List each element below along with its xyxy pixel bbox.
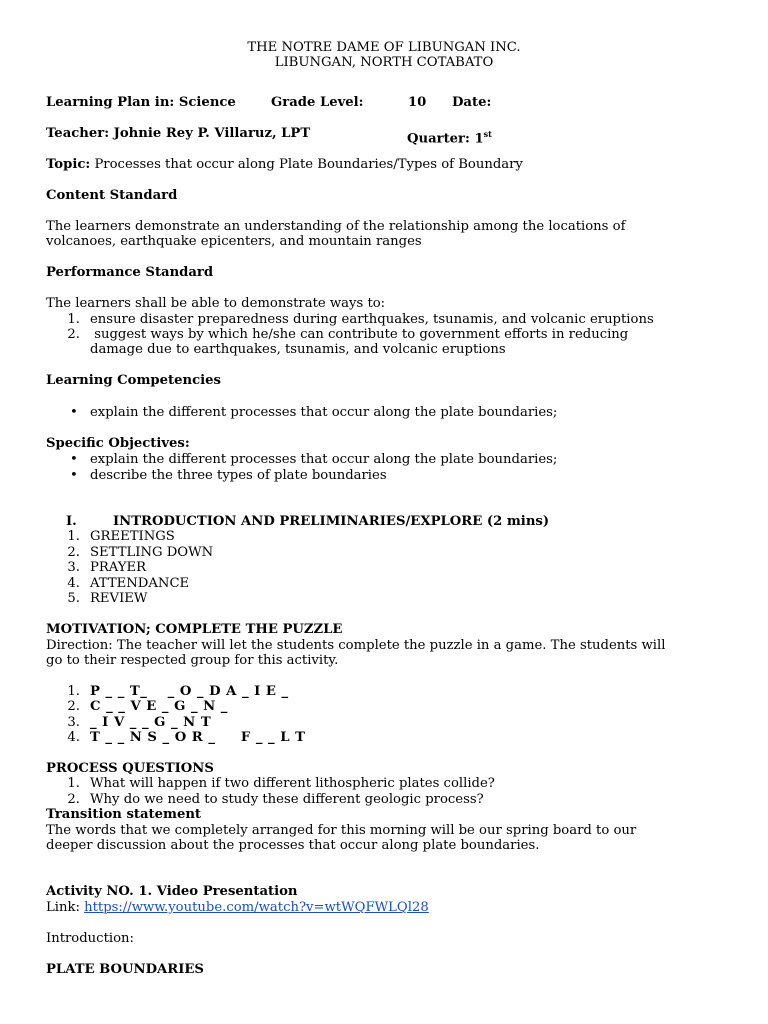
list-item: Why do we need to study these different geologic process?	[90, 792, 484, 807]
activity-link-row: Link: https://www.youtube.com/watch?v=wtWQFWLQl28	[46, 900, 429, 915]
bullet-icon: •	[70, 452, 78, 467]
list-item: explain the different processes that occur along the plate boundaries;	[90, 452, 558, 467]
section-numeral: I.	[66, 514, 77, 529]
list-item: ensure disaster preparedness during earthquakes, tsunamis, and volcanic eruptions	[90, 312, 654, 327]
date-label: Date:	[452, 95, 492, 110]
list-number: 1.	[67, 776, 80, 791]
list-item: PRAYER	[90, 560, 147, 575]
list-item: ATTENDANCE	[90, 576, 190, 591]
list-number: 2.	[67, 792, 80, 807]
transition-text: deeper discussion about the processes that occur along plate boundaries.	[46, 838, 540, 853]
list-number: 1.	[67, 529, 80, 544]
list-number: 4.	[67, 576, 80, 591]
puzzle-item: P _ _ T_ _ O _ D A _ I E _	[90, 684, 289, 699]
list-number: 2.	[67, 545, 80, 560]
grade-level-label: Grade Level:	[271, 95, 364, 110]
motivation-direction: go to their respected group for this activity.	[46, 653, 339, 668]
list-number: 3.	[67, 560, 80, 575]
transition-heading: Transition statement	[46, 807, 202, 822]
learning-plan-label: Learning Plan in: Science	[46, 95, 236, 110]
topic: Topic: Processes that occur along Plate Boundaries/Types of Boundary	[46, 157, 523, 172]
list-number: 4.	[67, 730, 80, 745]
video-link[interactable]: https://www.youtube.com/watch?v=wtWQFWLQl28	[84, 900, 429, 915]
learning-competencies-heading: Learning Competencies	[46, 373, 221, 388]
content-standard-text: The learners demonstrate an understanding of the relationship among the locations of	[46, 219, 626, 234]
teacher-name: Teacher: Johnie Rey P. Villaruz, LPT	[46, 126, 311, 141]
specific-objectives-heading: Specific Objectives:	[46, 436, 190, 451]
list-number: 1.	[67, 684, 80, 699]
content-standard-heading: Content Standard	[46, 188, 178, 203]
section-title: INTRODUCTION AND PRELIMINARIES/EXPLORE (2 mins)	[113, 514, 550, 529]
transition-text: The words that we completely arranged for this morning will be our spring board to our	[46, 823, 637, 838]
bullet-icon: •	[70, 405, 78, 420]
school-name: THE NOTRE DAME OF LIBUNGAN INC.	[247, 40, 521, 55]
list-number: 2.	[67, 327, 80, 342]
grade-level-value: 10	[408, 95, 427, 110]
list-number: 3.	[67, 715, 80, 730]
list-item: What will happen if two different lithospheric plates collide?	[90, 776, 495, 791]
list-item: SETTLING DOWN	[90, 545, 214, 560]
puzzle-item: T _ _ N S _ O R _ F _ _ L T	[90, 730, 306, 745]
school-address: LIBUNGAN, NORTH COTABATO	[274, 55, 494, 70]
list-item: describe the three types of plate boundaries	[90, 468, 387, 483]
plate-boundaries-heading: PLATE BOUNDARIES	[46, 962, 204, 977]
list-number: 1.	[67, 312, 80, 327]
performance-standard-heading: Performance Standard	[46, 265, 214, 280]
puzzle-item: C _ _ V E _ G _ N _	[90, 699, 228, 714]
motivation-heading: MOTIVATION; COMPLETE THE PUZZLE	[46, 622, 343, 637]
content-standard-text: volcanoes, earthquake epicenters, and mountain ranges	[46, 234, 422, 249]
process-questions-heading: PROCESS QUESTIONS	[46, 761, 214, 776]
introduction-label: Introduction:	[46, 931, 134, 946]
list-item: explain the different processes that occur along the plate boundaries;	[90, 405, 558, 420]
quarter-label: Quarter: 1st	[407, 129, 492, 147]
puzzle-item: _ I V _ _ G _ N T	[90, 715, 212, 730]
motivation-direction: Direction: The teacher will let the students complete the puzzle in a game. The students will	[46, 638, 666, 653]
bullet-icon: •	[70, 468, 78, 483]
list-number: 2.	[67, 699, 80, 714]
list-item: suggest ways by which he/she can contribute to government efforts in reducing	[90, 327, 629, 342]
activity-heading: Activity NO. 1. Video Presentation	[46, 884, 298, 899]
list-item: GREETINGS	[90, 529, 175, 544]
performance-standard-intro: The learners shall be able to demonstrate ways to:	[46, 296, 386, 311]
list-item: REVIEW	[90, 591, 148, 606]
list-item-continued: damage due to earthquakes, tsunamis, and volcanic eruptions	[90, 342, 506, 357]
list-number: 5.	[67, 591, 80, 606]
